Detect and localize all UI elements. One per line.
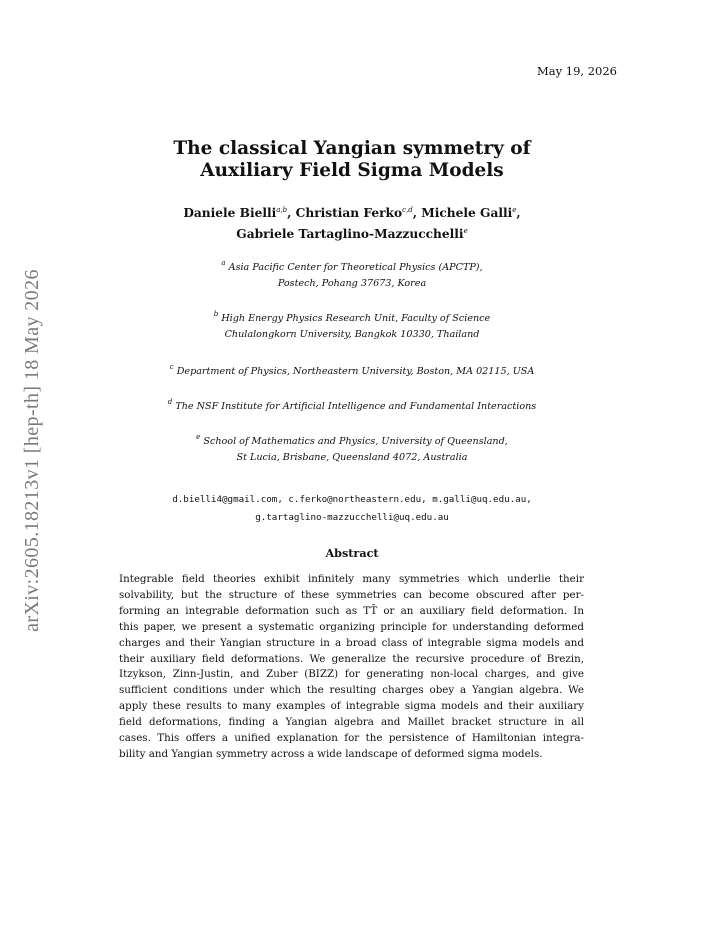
author-affiliation-mark: a,b — [276, 206, 288, 214]
author-line-1 — [130, 203, 574, 224]
abstract-line: solvability, but the structure of these symmetries can become obscured after per- — [119, 588, 584, 601]
abstract-line: Itzykson, Zinn-Justin, and Zuber (BIZZ) for generating non-local charges, and give — [119, 668, 584, 681]
abstract-line: field deformations, finding a Yangian algebra and Maillet bracket structure in all — [119, 716, 584, 729]
author-name: Gabriele Tartaglino-Mazzucchelli — [236, 227, 464, 241]
date: May 19, 2026 — [537, 64, 617, 78]
author-list — [130, 203, 574, 245]
arxiv-stamp — [22, 255, 42, 645]
author-name: Michele Galli — [421, 206, 513, 220]
author-name: Christian Ferko — [295, 206, 403, 220]
affiliation-line: The NSF Institute for Artificial Intelligence and Fundamental Interactions — [175, 401, 537, 412]
email-line-1: d.bielli4@gmail.com, c.ferko@northeastern.edu, m.galli@uq.edu.au, — [172, 494, 532, 505]
affiliation-mark: b — [213, 310, 219, 318]
abstract-line: cases. This offers a unified explanation for the persistence of Hamiltonian integra- — [119, 732, 584, 745]
author-line-2 — [130, 224, 574, 245]
abstract-line: Integrable field theories exhibit infinitely many symmetries which underlie their — [119, 573, 584, 585]
affiliation-mark: d — [167, 398, 173, 406]
author-affiliation-mark: c,d — [402, 206, 413, 214]
author-separator: , — [516, 206, 521, 220]
abstract-line: this paper, we present a systematic organizing principle for understanding deformed — [119, 620, 584, 633]
email-list — [130, 491, 574, 527]
email-line-2: g.tartaglino-mazzucchelli@uq.edu.au — [255, 512, 449, 523]
affiliation-line: Chulalongkorn University, Bangkok 10330, Thailand — [224, 329, 480, 340]
abstract-heading: Abstract — [325, 546, 379, 560]
affiliation-b — [130, 311, 574, 343]
affiliation-mark: a — [221, 259, 226, 267]
author-separator: , — [412, 206, 422, 220]
affiliation-line: Department of Physics, Northeastern University, Boston, MA 02115, USA — [176, 366, 535, 377]
affiliation-c — [130, 364, 574, 380]
author-name: Daniele Bielli — [183, 206, 277, 220]
arxiv-stamp-text: arXiv:2605.18213v1 [hep-th] 18 May 2026 — [20, 268, 43, 632]
author-separator: , — [287, 206, 296, 220]
affiliation-mark: c — [169, 363, 174, 371]
title-line-1: The classical Yangian symmetry of — [173, 138, 531, 159]
abstract-line: apply these results to many examples of integrable sigma models and their auxiliary — [119, 700, 584, 713]
affiliation-mark: e — [196, 433, 201, 441]
affiliation-line: Asia Pacific Center for Theoretical Physics (APCTP), — [228, 262, 483, 273]
abstract-line: charges and their Yangian structure in a broad class of integrable sigma models and — [119, 636, 584, 649]
abstract-line: their auxiliary field deformations. We generalize the recursive procedure of Brezin, — [119, 652, 584, 665]
affiliation-line: St Lucia, Brisbane, Queensland 4072, Australia — [236, 452, 468, 463]
affiliation-d — [130, 399, 574, 415]
abstract-line: sufficient conditions under which the resulting charges obey a Yangian algebra. We — [119, 684, 584, 697]
abstract-line: forming an integrable deformation such as TT̄ or an auxiliary field deformation. In — [119, 604, 584, 617]
abstract-line: bility and Yangian symmetry across a wide landscape of deformed sigma models. — [119, 747, 543, 760]
title-line-2: Auxiliary Field Sigma Models — [200, 160, 504, 181]
affiliation-line: Postech, Pohang 37673, Korea — [277, 278, 427, 289]
author-affiliation-mark: e — [512, 206, 517, 214]
abstract-text — [119, 572, 584, 763]
author-affiliation-mark: e — [463, 227, 468, 235]
affiliation-a — [130, 260, 574, 292]
affiliation-line: High Energy Physics Research Unit, Faculty of Science — [221, 313, 491, 324]
paper-title — [130, 138, 574, 182]
affiliation-e — [130, 434, 574, 466]
affiliation-line: School of Mathematics and Physics, University of Queensland, — [203, 436, 508, 447]
